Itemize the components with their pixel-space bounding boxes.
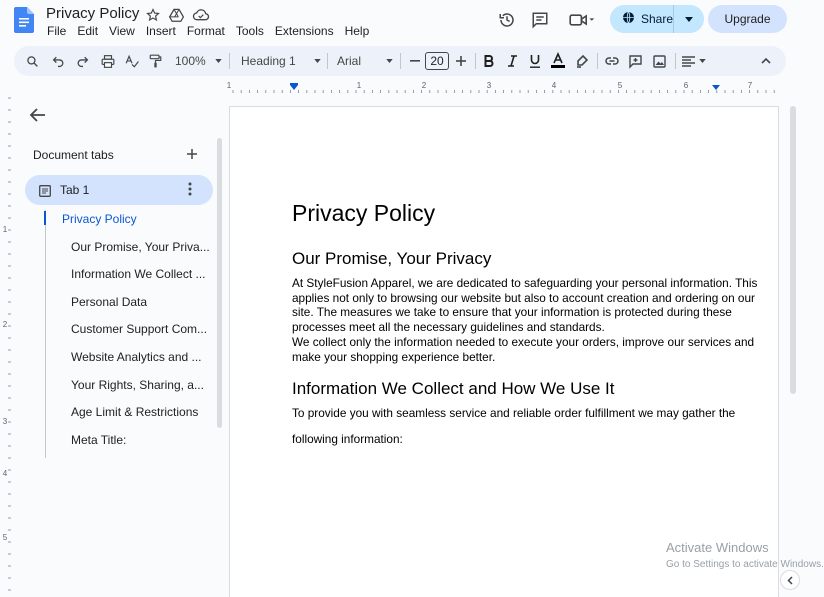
ruler-number: 1 xyxy=(356,81,362,90)
menu-bar xyxy=(47,24,380,38)
document-tab-icon xyxy=(39,184,51,196)
search-icon[interactable] xyxy=(26,46,39,76)
document-paragraph[interactable]: To provide you with seamless service and reliable order fulfillment we may gather the xyxy=(292,406,736,420)
outline-item-privacy-policy[interactable]: Privacy Policy xyxy=(62,212,137,226)
outline-active-indicator xyxy=(44,211,46,225)
ruler-number: 5 xyxy=(2,533,8,542)
tab-1-label[interactable]: Tab 1 xyxy=(60,183,90,197)
underline-icon[interactable] xyxy=(530,46,540,76)
ruler-number: 5 xyxy=(617,81,623,90)
toolbar-divider xyxy=(229,53,230,69)
document-heading-2[interactable]: Information We Collect and How We Use It xyxy=(292,379,615,398)
horizontal-ruler[interactable] xyxy=(226,80,779,94)
outline-item[interactable]: Age Limit & Restrictions xyxy=(71,405,199,419)
docs-logo-icon[interactable] xyxy=(14,7,34,33)
style-select[interactable] xyxy=(241,46,321,76)
align-icon[interactable] xyxy=(682,46,706,76)
document-heading-1[interactable]: Privacy Policy xyxy=(292,200,436,226)
document-paragraph[interactable]: We collect only the information needed to execute your orders, improve our services and make your shopping experience better. xyxy=(292,335,755,364)
ruler-number: 2 xyxy=(421,81,427,90)
decrease-font-size-icon[interactable] xyxy=(410,46,420,76)
menu-file[interactable]: File xyxy=(47,24,67,38)
toolbar-divider xyxy=(400,53,401,69)
share-label: Share xyxy=(641,12,674,26)
redo-icon[interactable] xyxy=(76,46,89,76)
vertical-ruler[interactable] xyxy=(0,94,12,597)
image-icon[interactable] xyxy=(653,46,666,76)
right-indent-marker[interactable] xyxy=(712,85,720,90)
spellcheck-icon[interactable] xyxy=(125,46,139,76)
document-title[interactable]: Privacy Policy xyxy=(46,5,140,22)
ruler-number: 4 xyxy=(2,469,8,478)
link-icon[interactable] xyxy=(605,46,619,76)
outline-item[interactable]: Customer Support Com... xyxy=(71,322,208,336)
ruler-number: 1 xyxy=(226,81,232,90)
font-select[interactable] xyxy=(337,46,393,76)
highlight-icon[interactable] xyxy=(576,46,588,76)
ruler-number: 6 xyxy=(683,81,689,90)
star-icon[interactable] xyxy=(144,6,162,24)
comment-icon[interactable] xyxy=(530,10,550,30)
zoom-value: 100% xyxy=(175,54,206,68)
menu-edit[interactable]: Edit xyxy=(77,24,99,38)
ruler-number: 3 xyxy=(486,81,492,90)
menu-format[interactable]: Format xyxy=(186,24,225,38)
menu-tools[interactable]: Tools xyxy=(235,24,264,38)
paint-format-icon[interactable] xyxy=(149,46,162,76)
document-paragraph[interactable]: At StyleFusion Apparel, we are dedicated to safeguarding your personal information. This applies not only to browsing our website but also to account creation and ordering on our site. The measures we take to ensure that your information is protected during these processes meet all the necessary guidelines and standards. xyxy=(292,276,758,334)
ruler-number: 2 xyxy=(2,320,8,329)
style-value: Heading 1 xyxy=(241,54,296,68)
ruler-number: 4 xyxy=(551,81,557,90)
upgrade-button[interactable]: Upgrade xyxy=(708,5,787,33)
collapse-toolbar-icon[interactable] xyxy=(761,46,771,76)
print-icon[interactable] xyxy=(101,46,115,76)
menu-view[interactable]: View xyxy=(109,24,135,38)
share-main-button[interactable] xyxy=(610,5,674,33)
font-size-value[interactable]: 20 xyxy=(425,52,449,70)
activation-watermark-subtitle: Go to Settings to activate Windows. xyxy=(666,559,824,570)
toolbar-divider xyxy=(327,53,328,69)
toolbar-divider xyxy=(597,53,598,69)
side-panel-toggle-icon[interactable] xyxy=(780,570,800,590)
cloud-saved-icon[interactable] xyxy=(192,6,210,24)
history-icon[interactable] xyxy=(497,10,517,30)
add-comment-icon[interactable] xyxy=(629,46,642,76)
outline-item[interactable]: Your Rights, Sharing, a... xyxy=(71,378,204,392)
italic-icon[interactable] xyxy=(508,46,517,76)
share-button[interactable] xyxy=(610,5,704,33)
menu-insert[interactable]: Insert xyxy=(145,24,176,38)
outline-item[interactable]: Website Analytics and ... xyxy=(71,350,202,364)
menu-help[interactable]: Help xyxy=(344,24,370,38)
font-dropdown-icon xyxy=(386,59,393,63)
outline-item[interactable]: Meta Title: xyxy=(71,433,127,447)
ruler-number: 1 xyxy=(2,225,8,234)
zoom-select[interactable] xyxy=(175,46,222,76)
document-paragraph[interactable]: following information: xyxy=(292,432,403,446)
left-indent-marker[interactable] xyxy=(290,85,298,90)
video-call-icon[interactable] xyxy=(568,10,598,30)
undo-icon[interactable] xyxy=(52,46,65,76)
increase-font-size-icon[interactable] xyxy=(456,46,466,76)
toolbar-divider xyxy=(675,53,676,69)
font-size-field[interactable] xyxy=(425,46,449,76)
style-dropdown-icon xyxy=(314,59,321,63)
text-color-icon[interactable] xyxy=(551,46,565,76)
toolbar xyxy=(14,46,786,76)
font-value: Arial xyxy=(337,54,362,68)
align-dropdown-icon xyxy=(699,59,706,63)
page-scrollbar[interactable] xyxy=(790,106,796,394)
tab-1-item[interactable] xyxy=(25,175,213,205)
share-dropdown-icon[interactable] xyxy=(674,5,704,33)
outline-item[interactable]: Information We Collect ... xyxy=(71,267,206,281)
back-arrow-icon[interactable] xyxy=(28,107,48,125)
outline-item[interactable]: Our Promise, Your Priva... xyxy=(71,240,210,254)
bold-icon[interactable] xyxy=(484,46,494,76)
document-heading-2[interactable]: Our Promise, Your Privacy xyxy=(292,249,492,268)
zoom-dropdown-icon xyxy=(215,59,222,63)
outline-item[interactable]: Personal Data xyxy=(71,295,148,309)
menu-extensions[interactable]: Extensions xyxy=(274,24,334,38)
move-to-drive-icon[interactable] xyxy=(167,6,185,24)
first-line-indent-marker[interactable] xyxy=(290,83,298,85)
activation-watermark-title: Activate Windows xyxy=(666,540,769,555)
ruler-number: 3 xyxy=(2,417,8,426)
ruler-number: 7 xyxy=(747,81,753,90)
add-tab-icon[interactable] xyxy=(185,147,201,163)
tab-options-icon[interactable] xyxy=(188,182,198,198)
toolbar-divider xyxy=(475,53,476,69)
document-tabs-heading: Document tabs xyxy=(33,148,114,162)
outline-guide-line xyxy=(45,210,46,458)
sidebar-scrollbar[interactable] xyxy=(217,138,222,428)
lock-globe-icon xyxy=(622,11,635,27)
